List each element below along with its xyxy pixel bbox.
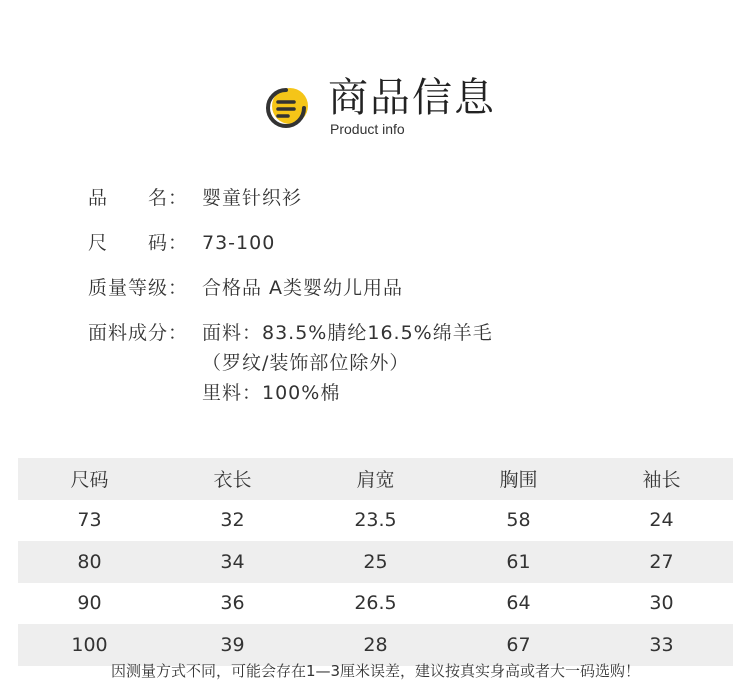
table-cell: 36 — [220, 592, 245, 615]
grade-label: 质量等级： — [88, 277, 189, 299]
material-line-3: 里料：100%棉 — [202, 382, 341, 404]
page-subtitle: Product info — [330, 121, 405, 137]
table-cell: 23.5 — [354, 509, 397, 532]
table-cell: 26.5 — [354, 592, 397, 615]
table-row — [18, 500, 733, 542]
column-header: 肩宽 — [356, 469, 395, 492]
table-cell: 73 — [77, 509, 102, 532]
material-line-1: 面料：83.5%腈纶16.5%绵羊毛 — [202, 322, 493, 344]
table-cell: 25 — [363, 550, 388, 573]
table-cell: 39 — [220, 633, 245, 656]
column-header: 尺码 — [70, 469, 109, 492]
material-line-2: （罗纹/装饰部位除外） — [202, 352, 410, 374]
info-row-name — [88, 183, 493, 228]
table-cell: 67 — [506, 633, 531, 656]
material-label: 面料成分： — [88, 322, 189, 344]
table-cell: 24 — [649, 509, 674, 532]
table-row — [18, 583, 733, 625]
table-cell: 80 — [77, 550, 102, 573]
product-info — [88, 183, 493, 408]
column-header: 衣长 — [213, 469, 252, 492]
name-value: 婴童针织衫 — [202, 187, 303, 209]
list-document-icon — [264, 84, 312, 132]
table-cell: 100 — [71, 633, 108, 656]
grade-value: 合格品 A类婴幼儿用品 — [202, 277, 404, 299]
table-cell: 27 — [649, 550, 674, 573]
table-cell: 30 — [649, 592, 674, 615]
column-header: 胸围 — [499, 469, 538, 492]
table-cell: 32 — [220, 509, 245, 532]
measurement-note: 因测量方式不同，可能会存在1—3厘米误差，建议按真实身高或者大一码选购！ — [110, 662, 641, 680]
page-title: 商品信息 — [328, 75, 496, 121]
table-cell: 34 — [220, 550, 245, 573]
info-row-material — [88, 318, 493, 408]
size-value: 73-100 — [202, 232, 276, 254]
name-label: 品 名： — [88, 187, 189, 209]
table-cell: 64 — [506, 592, 531, 615]
table-cell: 90 — [77, 592, 102, 615]
size-table — [18, 458, 733, 666]
table-row — [18, 541, 733, 583]
info-row-size — [88, 228, 493, 273]
table-cell: 33 — [649, 633, 674, 656]
info-row-grade — [88, 273, 493, 318]
column-header: 袖长 — [642, 469, 681, 492]
table-cell: 28 — [363, 633, 388, 656]
size-label: 尺 码： — [88, 232, 189, 254]
table-header-row — [18, 458, 733, 500]
table-cell: 61 — [506, 550, 531, 573]
table-cell: 58 — [506, 509, 531, 532]
